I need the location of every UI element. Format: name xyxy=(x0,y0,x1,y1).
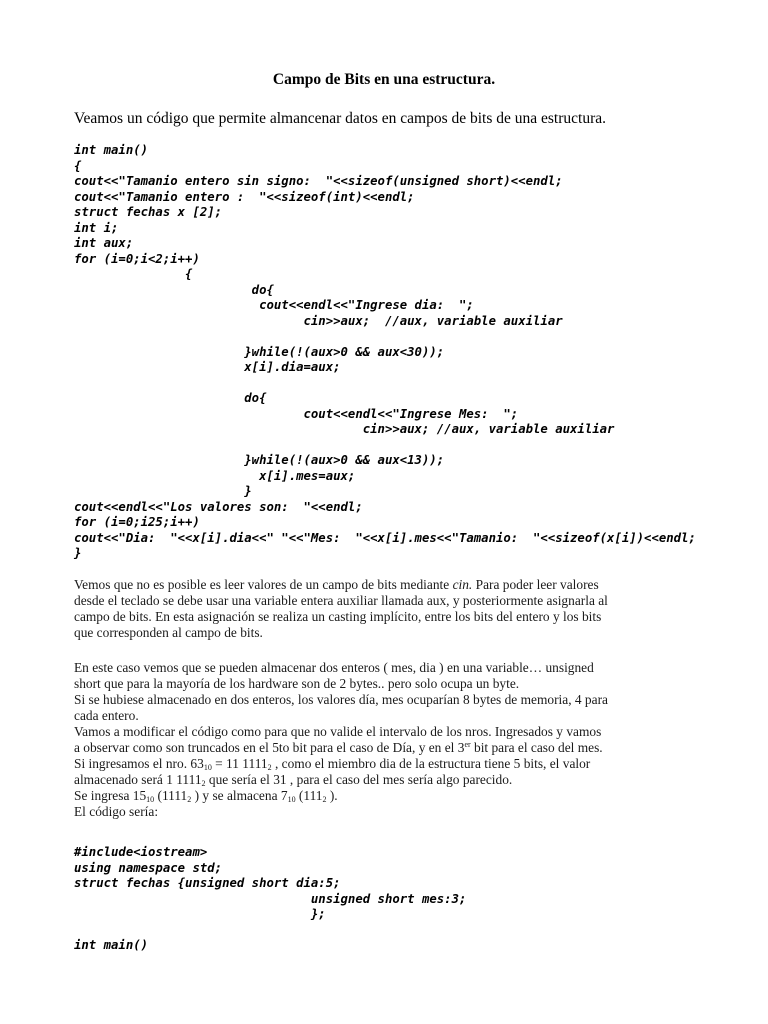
code-line: for (i=0;i<2;i++) xyxy=(74,251,200,266)
code-line: } xyxy=(74,546,82,560)
intro-paragraph: Veamos un código que permite almancenar datos en campos de bits de una estructura. xyxy=(74,110,606,127)
text-run: bit para el caso del mes. xyxy=(470,740,603,755)
paragraph-line xyxy=(74,740,704,756)
code-line: }while(!(aux>0 && aux<30)); xyxy=(74,344,445,359)
text-run: que sería el 31 , para el caso del mes sería algo parecido. xyxy=(205,772,513,787)
code-line: { xyxy=(74,267,193,281)
subscript: 2 xyxy=(201,779,206,788)
code-line: struct fechas {unsigned short dia:5; xyxy=(74,876,341,890)
paragraph-line: que corresponden al campo de bits. xyxy=(74,625,263,640)
code-line: x[i].dia=aux; xyxy=(74,360,341,374)
text-run: , como el miembro dia de la estructura tiene 5 bits, el valor xyxy=(271,756,591,771)
paragraph-line: short que para la mayoría de los hardware son de 2 bytes.. pero solo ocupa un byte. xyxy=(74,676,520,691)
subscript: 2 xyxy=(187,795,192,804)
paragraph-line xyxy=(74,577,704,593)
code-line: }while(!(aux>0 && aux<13)); xyxy=(74,453,445,467)
code-line: cout<<"Dia: "<<x[i].dia<<" "<<"Mes: "<<x[i].mes<<"Tamanio: "<<sizeof(x[i])<<endl; xyxy=(74,530,696,545)
code-block-main xyxy=(74,143,696,562)
text-run-italic: cin. xyxy=(452,577,473,592)
code-line xyxy=(74,438,696,454)
text-run: Se ingresa 15 xyxy=(74,788,147,803)
code-line xyxy=(74,329,696,345)
subscript: 10 xyxy=(203,763,212,772)
explanation-paragraph-2 xyxy=(74,660,704,820)
code-line xyxy=(74,376,696,392)
code-line: }; xyxy=(74,907,326,921)
code-line: int main() xyxy=(74,938,149,952)
code-line xyxy=(74,923,466,939)
paragraph-line: Vamos a modificar el código como para que no valide el intervalo de los nros. Ingresados y vamos xyxy=(74,724,602,739)
text-run: Vemos que no es posible es leer valores de un campo de bits mediante xyxy=(74,577,453,592)
text-run: (111 xyxy=(295,788,323,803)
code-line: cout<<endl<<"Ingrese dia: "; xyxy=(74,298,474,312)
code-line: } xyxy=(74,484,252,498)
subscript: 10 xyxy=(287,795,296,804)
code-line: using namespace std; xyxy=(74,860,223,875)
code-line: cout<<endl<<"Ingrese Mes: "; xyxy=(74,406,519,421)
paragraph-line: desde el teclado se debe usar una variable entera auxiliar llamada aux, y posteriormente asignarla al xyxy=(74,593,608,608)
paragraph-line: cada entero. xyxy=(74,708,139,723)
subscript: 2 xyxy=(322,795,327,804)
paragraph-line: Si se hubiese almacenado en dos enteros, los valores día, mes ocuparían 8 bytes de memoria, 4 para xyxy=(74,692,608,707)
code-line: struct fechas x [2]; xyxy=(74,205,223,219)
code-line: do{ xyxy=(74,282,274,297)
text-run: ). xyxy=(326,788,338,803)
text-run: Para poder leer valores xyxy=(472,577,599,592)
paragraph-line xyxy=(74,756,704,772)
code-line: int main() xyxy=(74,143,149,157)
code-line: int i; xyxy=(74,220,119,235)
paragraph-line: campo de bits. En esta asignación se realiza un casting implícito, entre los bits del entero y los bits xyxy=(74,609,602,624)
code-line: cout<<"Tamanio entero : "<<sizeof(int)<<endl; xyxy=(74,189,415,204)
superscript: er xyxy=(464,740,471,749)
paragraph-line: En este caso vemos que se pueden almacenar dos enteros ( mes, dia ) en una variable… unsigned xyxy=(74,660,594,675)
paragraph-line xyxy=(74,772,704,788)
text-run: almacenado será 1 1111 xyxy=(74,772,202,787)
text-run: Si ingresamos el nro. 63 xyxy=(74,756,204,771)
paragraph-line: El código sería: xyxy=(74,804,159,819)
text-run: (1111 xyxy=(154,788,188,803)
code-line: do{ xyxy=(74,391,267,405)
code-line: x[i].mes=aux; xyxy=(74,468,356,483)
code-line: for (i=0;i25;i++) xyxy=(74,515,200,529)
code-block-struct xyxy=(74,845,466,954)
paragraph-line xyxy=(74,788,704,804)
document-title: Campo de Bits en una estructura. xyxy=(272,71,496,88)
subscript: 10 xyxy=(146,795,155,804)
code-line: int aux; xyxy=(74,236,134,250)
text-run: ) y se almacena 7 xyxy=(191,788,288,803)
code-line: { xyxy=(74,158,82,173)
code-line: #include<iostream> xyxy=(74,845,208,859)
subscript: 2 xyxy=(267,763,272,772)
code-line: cout<<endl<<"Los valores son: "<<endl; xyxy=(74,499,363,514)
explanation-paragraph-1 xyxy=(74,577,704,641)
code-line: unsigned short mes:3; xyxy=(74,891,467,906)
code-line: cin>>aux; //aux, variable auxiliar xyxy=(74,313,563,328)
text-run: = 11 1111 xyxy=(211,756,268,771)
code-line: cin>>aux; //aux, variable auxiliar xyxy=(74,422,615,436)
code-line: cout<<"Tamanio entero sin signo: "<<sizeof(unsigned short)<<endl; xyxy=(74,174,563,188)
text-run: a observar como son truncados en el 5to bit para el caso de Día, y en el 3 xyxy=(74,740,465,755)
